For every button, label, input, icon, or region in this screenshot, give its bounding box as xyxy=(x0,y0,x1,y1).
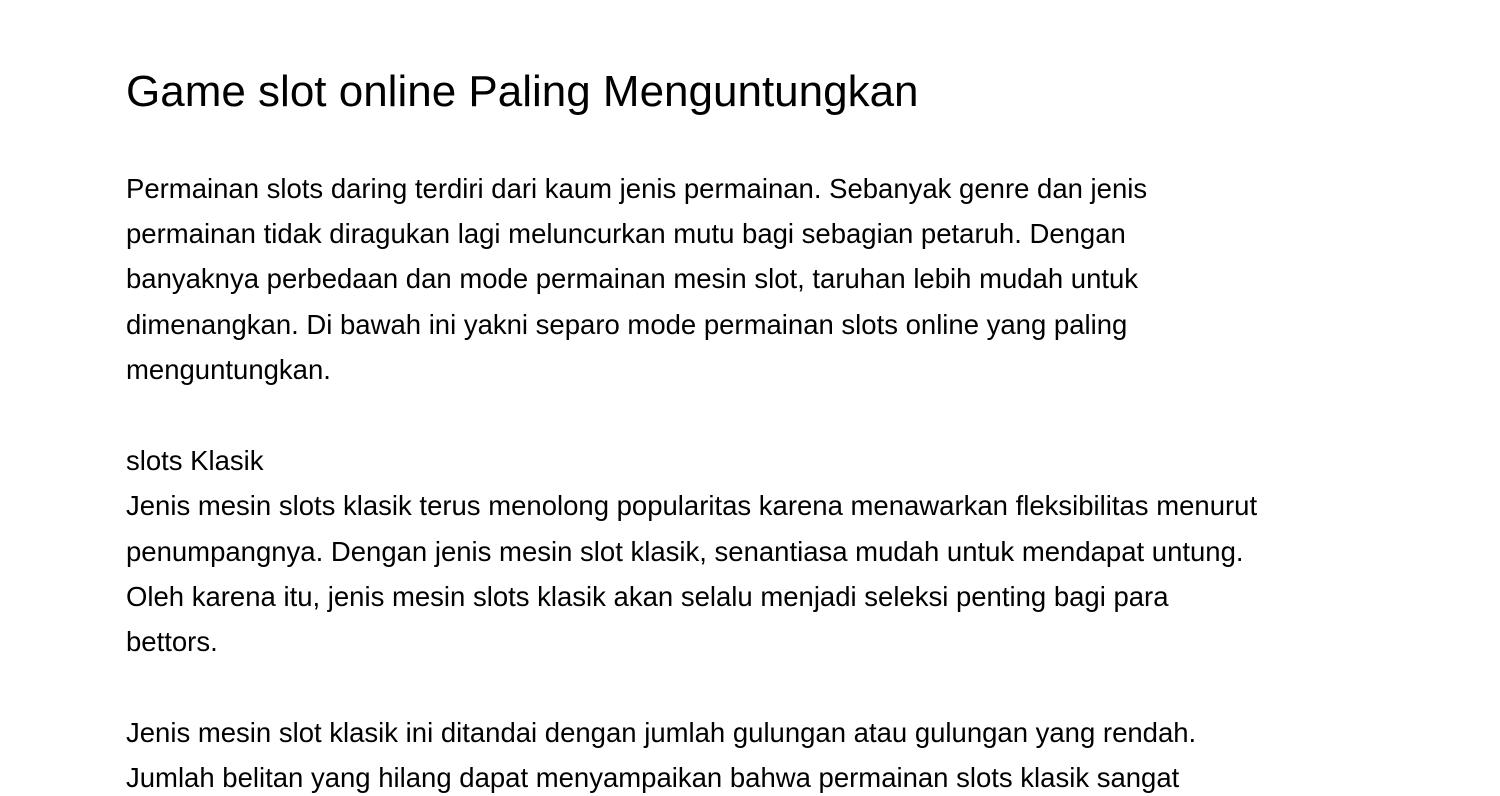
intro-line-5: menguntungkan. xyxy=(126,354,331,385)
paragraph2-line-2: Jumlah belitan yang hilang dapat menyampaikan bahwa permainan slots klasik sangat xyxy=(126,762,1180,793)
section-line-4: bettors. xyxy=(126,626,218,657)
paragraph2-line-1: Jenis mesin slot klasik ini ditandai dengan jumlah gulungan atau gulungan yang rendah. xyxy=(126,717,1197,748)
section-line-1: Jenis mesin slots klasik terus menolong popularitas karena menawarkan fleksibilitas menurut xyxy=(126,490,1258,521)
intro-line-1: Permainan slots daring terdiri dari kaum jenis permainan. Sebanyak genre dan jenis xyxy=(126,173,1148,204)
section-heading: slots Klasik xyxy=(126,445,264,476)
section-line-2: penumpangnya. Dengan jenis mesin slot klasik, senantiasa mudah untuk mendapat untung. xyxy=(126,536,1244,567)
intro-line-4: dimenangkan. Di bawah ini yakni separo mode permainan slots online yang paling xyxy=(126,309,1128,340)
document-title: Game slot online Paling Menguntungkan xyxy=(126,67,919,116)
intro-line-2: permainan tidak diragukan lagi meluncurkan mutu bagi sebagian petaruh. Dengan xyxy=(126,218,1126,249)
section-line-3: Oleh karena itu, jenis mesin slots klasik akan selalu menjadi seleksi penting bagi para xyxy=(126,581,1169,612)
intro-line-3: banyaknya perbedaan dan mode permainan mesin slot, taruhan lebih mudah untuk xyxy=(126,263,1139,294)
